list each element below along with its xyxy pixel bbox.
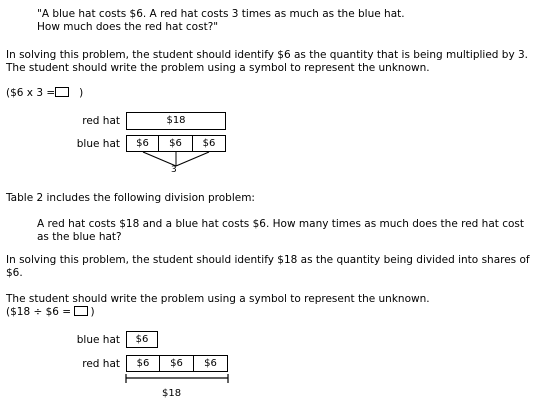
blue-hat-label: blue hat	[76, 334, 120, 346]
converge-line-left	[143, 152, 176, 166]
problem2-quote-line2: as the blue hat?	[37, 231, 122, 243]
total-label: $18	[162, 388, 182, 399]
equation-suffix: )	[79, 87, 84, 99]
problem2-explain-line1: In solving this problem, the student should identify $18 as the quantity being divided into shares of	[6, 254, 530, 266]
equation-prefix: ($6 x 3 =	[6, 87, 56, 99]
blue-hat-segment-value: $6	[136, 137, 149, 149]
problem1-explain-line2: The student should write the problem using a symbol to represent the unknown.	[6, 62, 430, 74]
problem2-quote-line1: A red hat costs $18 and a blue hat costs $6. How many times as much does the red hat cost	[37, 218, 524, 230]
red-hat-segment-value: $6	[170, 357, 183, 369]
red-hat-label: red hat	[82, 358, 120, 370]
problem1-explain-line1: In solving this problem, the student should identify $6 as the quantity that is being multiplied by 3.	[6, 49, 529, 61]
red-hat-segment	[194, 355, 228, 372]
equation-prefix: ($18 ÷ $6 =	[6, 306, 72, 318]
red-hat-value: $18	[166, 115, 186, 126]
problem1-quote-line1: "A blue hat costs $6. A red hat costs 3 times as much as the blue hat.	[37, 8, 405, 20]
problem2-explain-line3: The student should write the problem using a symbol to represent the unknown.	[6, 293, 430, 305]
blue-hat-segment-value: $6	[169, 137, 182, 149]
blue-hat-segment-value: $6	[135, 333, 149, 345]
red-hat-segment-value: $6	[204, 357, 217, 369]
red-hat-label: red hat	[82, 115, 120, 127]
converge-line-right	[176, 152, 209, 166]
blue-hat-segment-value: $6	[202, 137, 216, 149]
problem2-equation	[6, 306, 95, 319]
unknown-box-icon	[74, 306, 88, 316]
blue-hat-label: blue hat	[76, 138, 120, 150]
problem1-quote-line2: How much does the red hat cost?"	[37, 21, 219, 33]
equation-suffix: )	[90, 306, 95, 318]
red-hat-segment	[126, 355, 160, 372]
problem2-explain-line2: $6.	[6, 267, 23, 279]
red-hat-segment	[160, 355, 194, 372]
multiplier-label: 3	[171, 165, 177, 175]
blue-hat-segment	[126, 331, 158, 348]
problem2-intro: Table 2 includes the following division problem:	[6, 192, 255, 204]
red-hat-segment-value: $6	[136, 357, 150, 369]
